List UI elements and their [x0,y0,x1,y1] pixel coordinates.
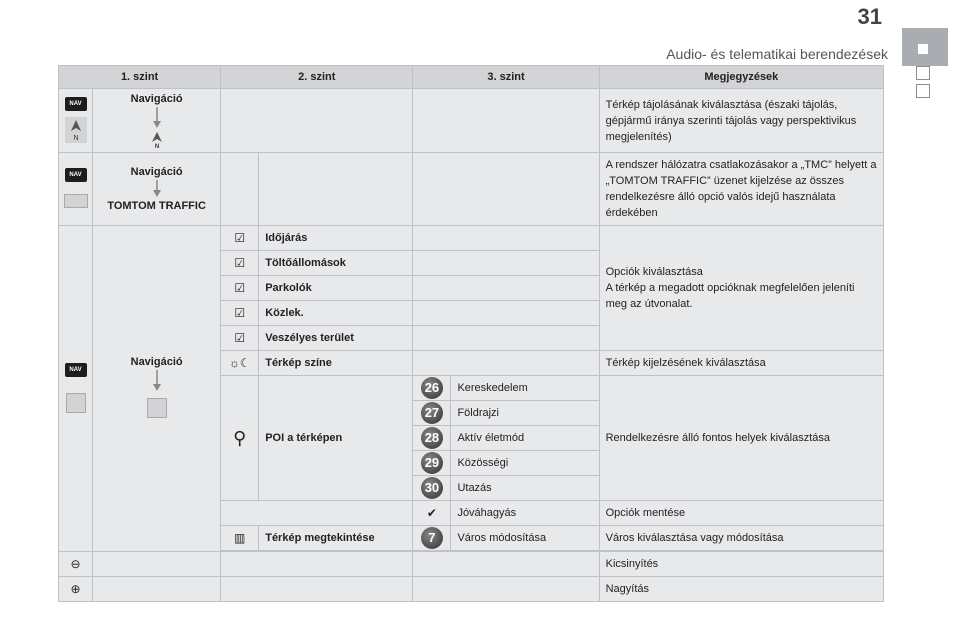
icon-cell [59,153,93,226]
level1-label: Navigáció [130,93,183,105]
level1-label: Navigáció [130,166,183,178]
note-cell: Térkép tájolásának kiválasztása (északi tájolás, gépjármű iránya szerinti tájolás vagy perspektivikus megjelenítés) [599,89,883,153]
down-arrow-icon [152,107,162,129]
compass-icon [93,131,220,152]
chapter-marker [902,28,948,66]
note-cell: Kicsinyítés [599,552,883,577]
number-badge-icon: 29 [421,452,443,474]
option-label[interactable]: Térkép színe [259,351,413,376]
city-label[interactable]: Város módosítása [451,526,599,551]
note-cell: Opciók mentése [599,501,883,526]
option-label[interactable]: Töltőállomások [259,251,413,276]
level1-cell [93,89,221,153]
nav-button-icon: NAV [65,363,87,377]
number-badge-icon: 26 [421,377,443,399]
note-cell: Nagyítás [599,577,883,602]
chapter-tab [892,0,960,640]
checkbox-icon[interactable]: ☑ [221,226,259,251]
option-label[interactable]: Veszélyes terület [259,326,413,351]
tomtom-traffic-icon [64,194,88,208]
chapter-box [916,84,930,98]
poi-icon[interactable]: ⚲ [221,376,259,501]
svg-text:N: N [72,134,79,142]
level1-sublabel: TOMTOM TRAFFIC [107,200,206,212]
chapter-box [916,66,930,80]
icon-cell [59,89,93,153]
zoom-out-icon[interactable]: ⊖ [59,552,93,577]
checkbox-icon[interactable]: ☑ [221,326,259,351]
level1-cell [93,153,221,226]
number-badge-icon: 27 [421,402,443,424]
note-cell: A rendszer hálózatra csatlakozásakor a „TMC” helyett a „TOMTOM TRAFFIC” üzenet kijelzése az összes rendelkezésre álló opció valós idejű használata érdekében [599,153,883,226]
zoom-in-icon[interactable]: ⊕ [59,577,93,602]
map-settings-icon [66,393,86,413]
header-notes: Megjegyzések [599,66,883,89]
map-settings-icon [147,398,167,418]
checkmark-icon[interactable]: ✔ [413,501,451,526]
checkbox-icon[interactable]: ☑ [221,251,259,276]
option-label[interactable]: Parkolók [259,276,413,301]
header-level3: 3. szint [413,66,599,89]
number-badge-icon: 30 [421,477,443,499]
header-level1: 1. szint [59,66,221,89]
level1-cell [93,226,221,552]
note-cell: Térkép kijelzésének kiválasztása [599,351,883,376]
down-arrow-icon [152,370,162,392]
option-label[interactable]: Időjárás [259,226,413,251]
note-cell: Rendelkezésre álló fontos helyek kiválasztása [599,376,883,501]
poi-category[interactable]: Közösségi [451,451,599,476]
confirm-label[interactable]: Jóváhagyás [451,501,599,526]
number-badge-icon: 28 [421,427,443,449]
icon-cell [59,226,93,552]
nav-button-icon: NAV [65,168,87,182]
poi-category[interactable]: Földrajzi [451,401,599,426]
checkbox-icon[interactable]: ☑ [221,301,259,326]
checkbox-icon[interactable]: ☑ [221,276,259,301]
header-level2: 2. szint [221,66,413,89]
map-view-icon[interactable]: ▥ [221,526,259,551]
option-label[interactable]: POI a térképen [259,376,413,501]
page-number: 31 [857,4,882,29]
poi-category[interactable]: Kereskedelem [451,376,599,401]
svg-text:N: N [154,144,159,149]
nav-button-icon: NAV [65,97,87,111]
poi-category[interactable]: Aktív életmód [451,426,599,451]
option-label[interactable]: Közlek. [259,301,413,326]
level1-label: Navigáció [130,356,183,368]
option-label[interactable]: Térkép megtekintése [259,526,413,551]
poi-category[interactable]: Utazás [451,476,599,501]
note-cell: Város kiválasztása vagy módosítása [599,526,883,551]
page-title: Audio- és telematikai berendezések [666,46,888,62]
compass-icon [59,117,92,146]
note-cell: Opciók kiválasztása A térkép a megadott opcióknak megfelelően jeleníti meg az útvonalat. [599,226,883,351]
day-night-icon[interactable]: ☼☾ [221,351,259,376]
number-badge-icon: 7 [421,527,443,549]
down-arrow-icon [152,180,162,198]
menu-table [58,65,884,602]
